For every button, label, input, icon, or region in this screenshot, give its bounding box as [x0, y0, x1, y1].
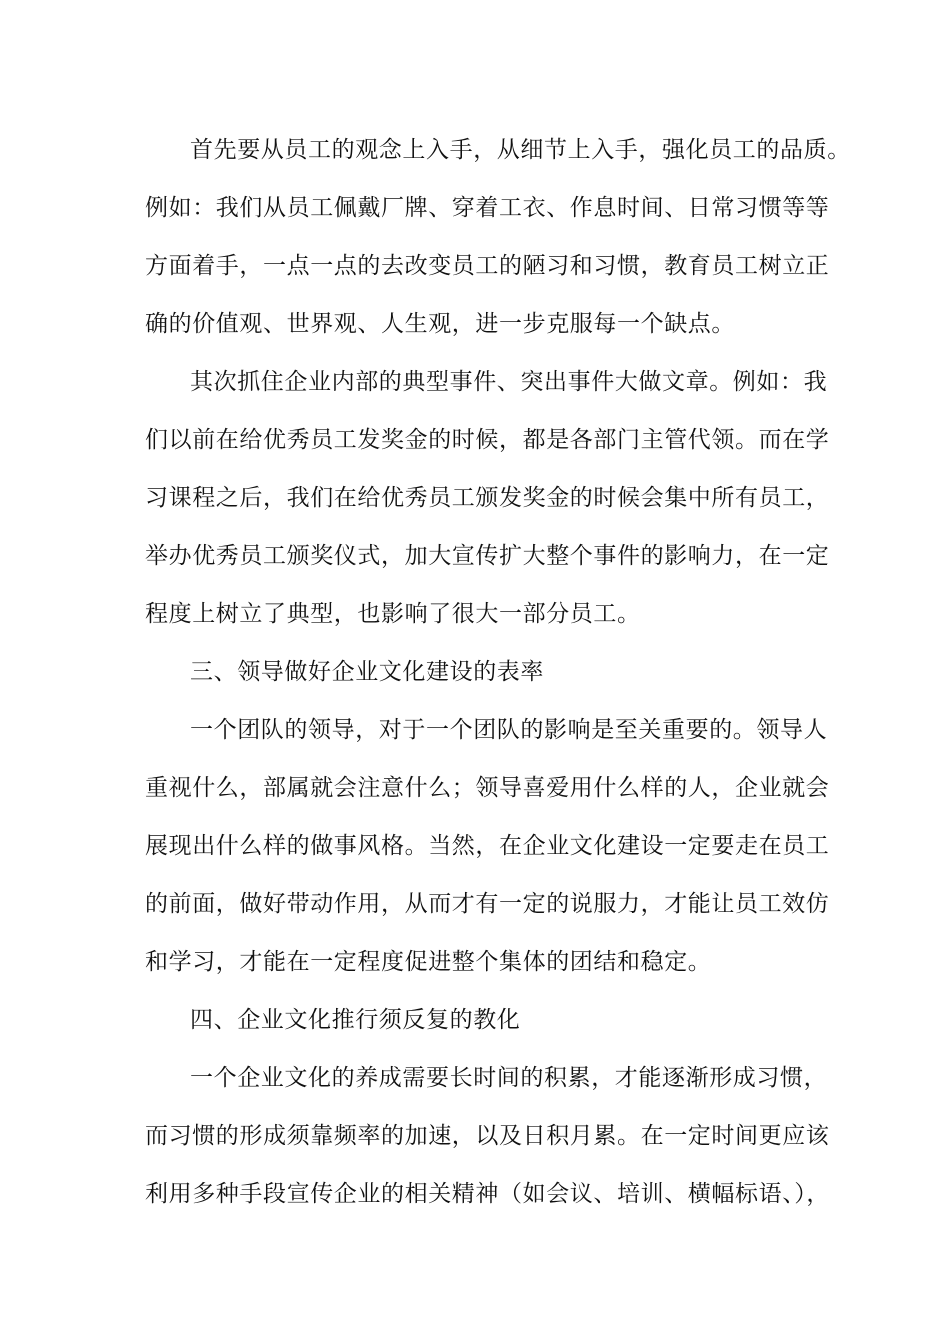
paragraph-line: 举办优秀员工颁奖仪式，加大宣传扩大整个事件的影响力，在一定: [145, 543, 830, 569]
paragraph-line: 习课程之后，我们在给优秀员工颁发奖金的时候会集中所有员工，: [145, 485, 830, 511]
paragraph-line: 重视什么，部属就会注意什么；领导喜爱用什么样的人，企业就会: [145, 775, 830, 801]
paragraph-line: 展现出什么样的做事风格。当然，在企业文化建设一定要走在员工: [145, 833, 830, 859]
paragraph-line: 的前面，做好带动作用，从而才有一定的说服力，才能让员工效仿: [145, 891, 830, 917]
paragraph-line: 一个企业文化的养成需要长时间的积累，才能逐渐形成习惯，: [190, 1065, 828, 1091]
paragraph-line: 其次抓住企业内部的典型事件、突出事件大做文章。例如：我: [190, 369, 828, 395]
paragraph-line: 一个团队的领导，对于一个团队的影响是至关重要的。领导人: [190, 717, 828, 743]
paragraph-line: 利用多种手段宣传企业的相关精神（如会议、培训、横幅标语、），: [145, 1181, 830, 1207]
paragraph-line: 和学习，才能在一定程度促进整个集体的团结和稳定。: [145, 949, 712, 975]
paragraph-line: 程度上树立了典型，也影响了很大一部分员工。: [145, 601, 641, 627]
section-heading: 四、企业文化推行须反复的教化: [190, 1007, 521, 1033]
section-heading: 三、领导做好企业文化建设的表率: [190, 659, 544, 685]
paragraph-line: 首先要从员工的观念上入手，从细节上入手，强化员工的品质。: [190, 137, 851, 163]
paragraph-line: 而习惯的形成须靠频率的加速，以及日积月累。在一定时间更应该: [145, 1123, 830, 1149]
paragraph-line: 们以前在给优秀员工发奖金的时候，都是各部门主管代领。而在学: [145, 427, 830, 453]
paragraph-line: 方面着手，一点一点的去改变员工的陋习和习惯，教育员工树立正: [145, 253, 830, 279]
paragraph-line: 确的价值观、世界观、人生观，进一步克服每一个缺点。: [145, 311, 735, 337]
paragraph-line: 例如：我们从员工佩戴厂牌、穿着工衣、作息时间、日常习惯等等: [145, 195, 830, 221]
